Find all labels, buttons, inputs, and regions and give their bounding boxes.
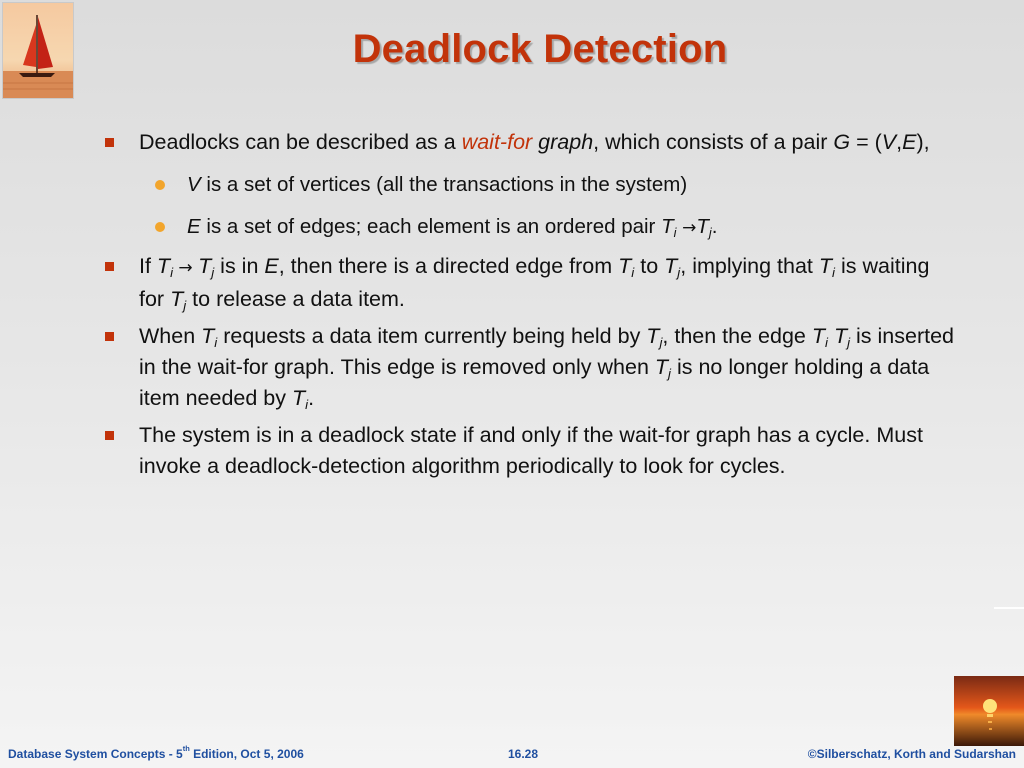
square-bullet-icon [105, 332, 114, 341]
round-bullet-icon [155, 222, 165, 232]
bullet-edge-insertion: When $T_i$ requests a data item currently being held by $T_j$, then the edge $T_i$ $T_j$ is inserted in the wait-for graph. This edge is removed only when $T_j$ is no longer holding a data item needed by $T_i$. [105, 321, 955, 414]
sub-bullet-vertices: V is a set of vertices (all the transactions in the system) [153, 170, 955, 200]
bullet-directed-edge: If $T_i \to T_j$ is in E, then there is a directed edge from $T_i$ to $T_j$, implying that $T_i$ is waiting for $T_j$ to release a data item. [105, 251, 955, 315]
footer-page-number: 16.28 [508, 747, 539, 761]
bullet-deadlock-state: The system is in a deadlock state if and only if the wait-for graph has a cycle. Must invoke a deadlock-detection algorithm periodically to look for cycles. [105, 420, 955, 482]
slide-title: Deadlock Detection [352, 27, 728, 71]
sunset-image [954, 676, 1024, 746]
right-arrow-icon: → [682, 218, 697, 238]
right-arrow-icon: → [173, 258, 199, 278]
bullet-wait-for-graph: Deadlocks can be described as a wait-for graph, which consists of a pair G = (V,E), [105, 127, 955, 158]
footer-copyright: ©Silberschatz, Korth and Sudarshan [807, 747, 1016, 761]
square-bullet-icon [105, 431, 114, 440]
square-bullet-icon [105, 262, 114, 271]
sub-bullet-edges: E is a set of edges; each element is an ordered pair $T_i \to T_j$. [153, 212, 955, 243]
footer-course-title: Database System Concepts - 5th Edition, Oct 5, 2006 [8, 744, 304, 761]
square-bullet-icon [105, 138, 114, 147]
round-bullet-icon [155, 180, 165, 190]
decorative-line [994, 607, 1024, 609]
slide-content [105, 127, 955, 482]
